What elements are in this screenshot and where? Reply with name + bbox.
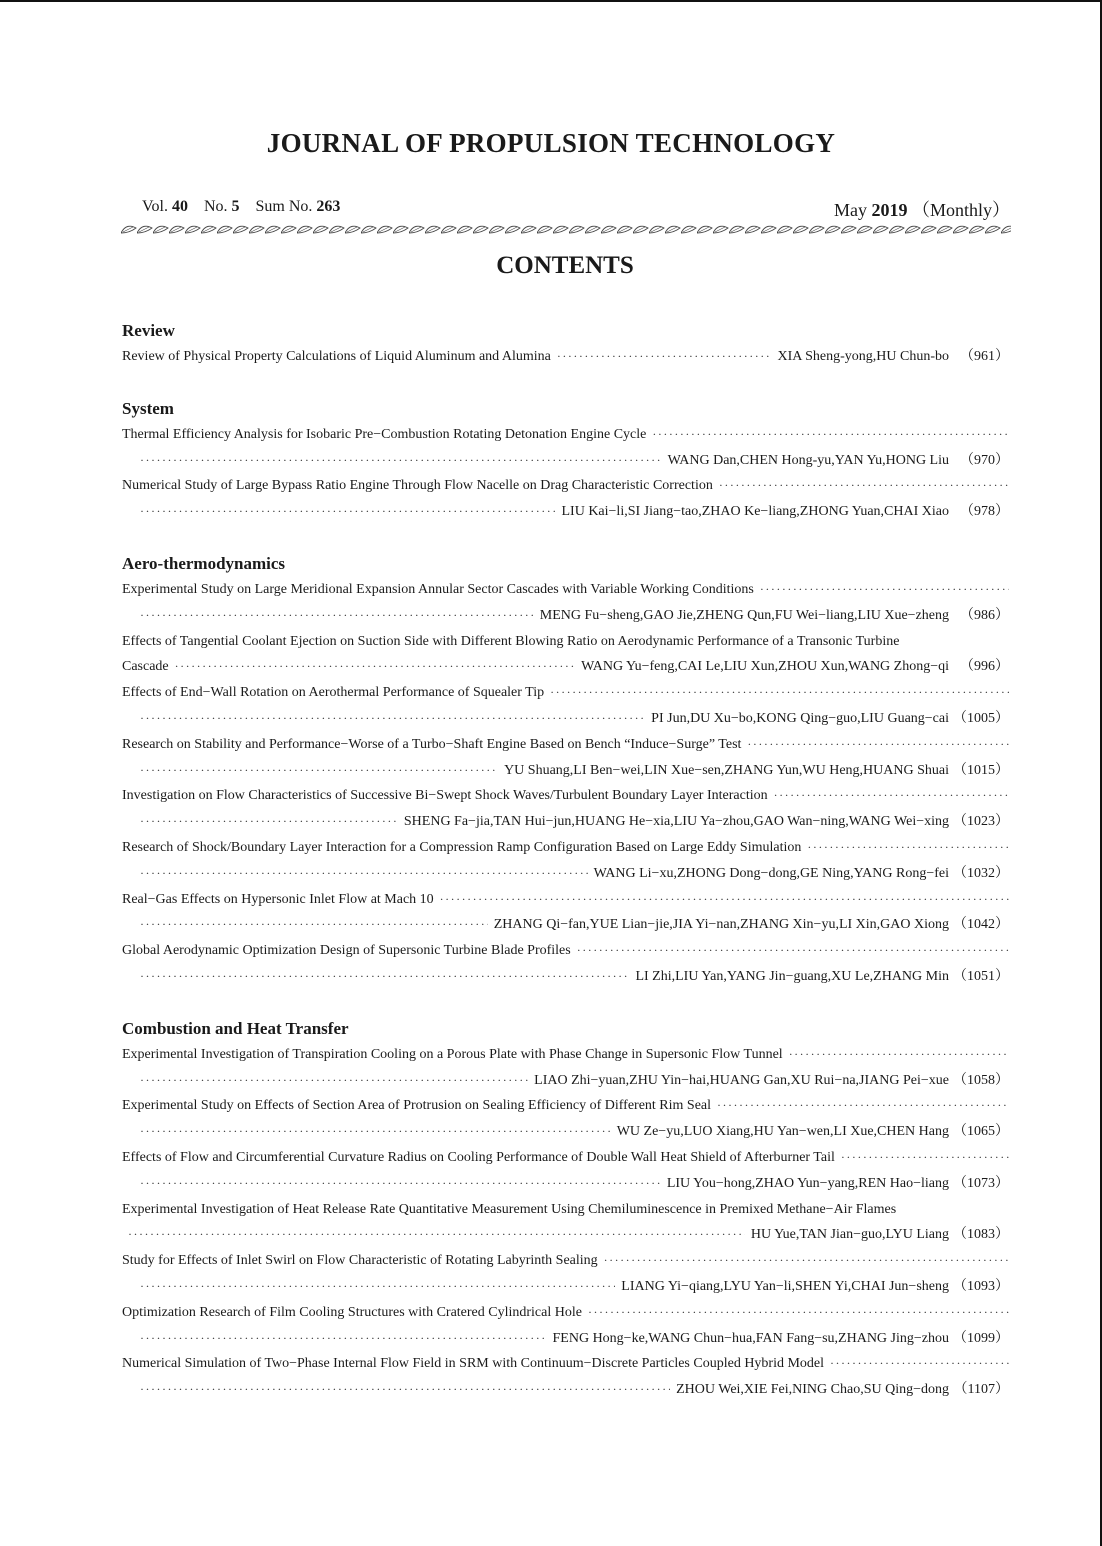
entry-title-continued: Cascade — [122, 659, 169, 675]
entry-authors: LI Zhi,LIU Yan,YANG Jin−guang,XU Le,ZHANG Min — [635, 968, 949, 984]
entry-title-line — [122, 577, 1009, 603]
toc-entry[interactable] — [122, 680, 1009, 732]
entry-title: Global Aerodynamic Optimization Design of Supersonic Turbine Blade Profiles — [122, 943, 571, 959]
toc-section — [122, 1016, 1009, 1403]
entry-title: Research of Shock/Boundary Layer Interaction for a Compression Ramp Configuration Based on Large Eddy Simulation — [122, 839, 802, 855]
entry-author-line — [122, 809, 1009, 835]
leader-dots — [140, 1326, 547, 1352]
entry-title-line — [122, 473, 1009, 499]
entry-page: （1058） — [953, 1072, 1009, 1088]
leader-dots — [841, 1145, 1009, 1171]
entry-author-line — [122, 499, 1009, 525]
entry-title-line — [122, 1248, 1009, 1274]
entry-authors: MENG Fu−sheng,GAO Jie,ZHENG Qun,FU Wei−liang,LIU Xue−zheng — [539, 607, 949, 623]
leader-dots — [140, 861, 588, 887]
entry-authors: HU Yue,TAN Jian−guo,LYU Liang — [750, 1227, 949, 1243]
toc-entry[interactable] — [122, 1145, 1009, 1197]
toc-entry[interactable] — [122, 732, 1009, 784]
leader-dots — [140, 603, 534, 629]
entry-author-line — [122, 861, 1009, 887]
entry-page: （961） — [960, 349, 1009, 364]
leader-dots — [760, 577, 1009, 603]
leader-dots — [774, 783, 1009, 809]
entry-title-line — [122, 938, 1009, 964]
entry-author-line — [122, 1377, 1009, 1403]
entry-authors: ZHOU Wei,XIE Fei,NING Chao,SU Qing−dong — [676, 1382, 949, 1398]
toc-entry[interactable] — [122, 629, 1009, 681]
toc-entry[interactable] — [122, 577, 1009, 629]
leader-dots — [550, 680, 1009, 706]
entry-authors: WU Ze−yu,LUO Xiang,HU Yan−wen,LI Xue,CHEN Hang — [616, 1124, 949, 1140]
entry-title-line — [122, 680, 1009, 706]
entry-title: Thermal Efficiency Analysis for Isobaric Pre−Combustion Rotating Detonation Engine Cycle — [122, 426, 647, 442]
leader-dots — [140, 758, 498, 784]
leader-dots — [557, 344, 772, 370]
entry-page: （1015） — [953, 762, 1009, 778]
vol-number: 40 — [171, 198, 188, 215]
entry-author-line — [122, 603, 1009, 629]
entry-title: Experimental Study on Large Meridional Expansion Annular Sector Cascades with Variable Working Conditions — [122, 581, 754, 597]
entry-title: Optimization Research of Film Cooling Structures with Cratered Cylindrical Hole — [122, 1304, 582, 1320]
toc-section — [122, 396, 1009, 525]
leader-dots — [140, 912, 488, 938]
leader-dots — [140, 448, 662, 474]
entry-title-line — [122, 344, 1009, 370]
section-heading: Combustion and Heat Transfer — [122, 1018, 349, 1038]
no-label: No. — [203, 198, 228, 215]
toc-entry[interactable] — [122, 938, 1009, 990]
toc-entry[interactable] — [122, 1093, 1009, 1145]
entry-authors: LIAO Zhi−yuan,ZHU Yin−hai,HUANG Gan,XU Rui−na,JIANG Pei−xue — [534, 1072, 949, 1088]
entry-page: （1065） — [953, 1124, 1009, 1140]
entry-title-line — [122, 783, 1009, 809]
entry-page: （1023） — [953, 814, 1009, 830]
entry-page: （1099） — [953, 1330, 1009, 1346]
entry-title-line — [122, 1351, 1009, 1377]
entry-authors: SHENG Fa−jia,TAN Hui−jun,HUANG He−xia,LIU Ya−zhou,GAO Wan−ning,WANG Wei−xing — [403, 814, 949, 830]
toc-section — [122, 318, 1009, 370]
issue-year: 2019 — [871, 200, 908, 220]
entry-title-line — [122, 1042, 1009, 1068]
entry-page: （1073） — [953, 1175, 1009, 1191]
entry-title: Effects of Flow and Circumferential Curvature Radius on Cooling Performance of Double Wall Heat Shield of Afterburner Tail — [122, 1149, 835, 1165]
entry-authors: FENG Hong−ke,WANG Chun−hua,FAN Fang−su,ZHANG Jing−zhou — [552, 1330, 949, 1346]
entry-title: Review of Physical Property Calculations of Liquid Aluminum and Alumina — [122, 349, 551, 364]
toc-entry[interactable] — [122, 422, 1009, 474]
leader-dots — [128, 1222, 745, 1248]
sum-number: 263 — [316, 198, 341, 215]
toc-section — [122, 551, 1009, 990]
entry-title: Effects of Tangential Coolant Ejection on Suction Side with Different Blowing Ratio on Aerodynamic Performance of a Transonic Turbine — [122, 633, 900, 649]
entry-author-line — [122, 1171, 1009, 1197]
entry-author-line — [122, 758, 1009, 784]
entry-author-line — [122, 1222, 1009, 1248]
entry-authors: YU Shuang,LI Ben−wei,LIN Xue−sen,ZHANG Yun,WU Heng,HUANG Shuai — [504, 762, 949, 778]
entry-title-line — [122, 1197, 1009, 1223]
entry-authors: LIU Kai−li,SI Jiang−tao,ZHAO Ke−liang,ZHONG Yuan,CHAI Xiao — [561, 504, 949, 520]
leader-dots — [588, 1300, 1009, 1326]
entry-title-line — [122, 1145, 1009, 1171]
leader-dots — [719, 473, 1009, 499]
entry-authors: WANG Li−xu,ZHONG Dong−dong,GE Ning,YANG Rong−fei — [593, 865, 949, 881]
issue-month: May — [833, 200, 867, 220]
leader-dots — [807, 835, 1009, 861]
issue-number: 5 — [231, 198, 240, 215]
toc-entry[interactable] — [122, 1197, 1009, 1249]
leader-dots — [140, 809, 398, 835]
section-heading: Review — [122, 321, 175, 340]
entry-author-line — [122, 1119, 1009, 1145]
entry-author-line — [122, 964, 1009, 990]
entry-title: Numerical Study of Large Bypass Ratio Engine Through Flow Nacelle on Drag Characteristic Correction — [122, 478, 713, 494]
entry-title-line — [122, 732, 1009, 758]
entry-title-line — [122, 1093, 1009, 1119]
toc-entry[interactable] — [122, 1351, 1009, 1403]
leader-dots — [140, 1377, 670, 1403]
leader-dots — [140, 499, 556, 525]
entry-authors: XIA Sheng-yong,HU Chun-bo — [777, 349, 949, 364]
entry-page: （1083） — [953, 1227, 1009, 1243]
toc-entry[interactable] — [122, 887, 1009, 939]
entry-author-line — [122, 1274, 1009, 1300]
entry-title: Experimental Study on Effects of Section Area of Protrusion on Sealing Efficiency of Different Rim Seal — [122, 1098, 712, 1114]
entry-title-line — [122, 629, 1009, 655]
toc-entry[interactable] — [122, 473, 1009, 525]
entry-authors: ZHANG Qi−fan,YUE Lian−jie,JIA Yi−nan,ZHANG Xin−yu,LI Xin,GAO Xiong — [493, 917, 949, 933]
section-heading: Aero-thermodynamics — [122, 553, 286, 573]
entry-title-line — [122, 422, 1009, 448]
leader-dots — [140, 1068, 528, 1094]
entry-title-line — [122, 887, 1009, 913]
entry-title: Experimental Investigation of Transpiration Cooling on a Porous Plate with Phase Change in Supersonic Flow Tunnel — [122, 1046, 783, 1062]
leader-dots — [140, 1119, 611, 1145]
entry-page: （1032） — [953, 865, 1009, 881]
toc-entry[interactable] — [122, 1042, 1009, 1094]
entry-page: （970） — [960, 452, 1009, 468]
entry-title: Study for Effects of Inlet Swirl on Flow Characteristic of Rotating Labyrinth Sealing — [122, 1253, 598, 1269]
entry-title-line — [122, 1300, 1009, 1326]
leader-dots — [789, 1042, 1009, 1068]
leader-dots — [604, 1248, 1009, 1274]
masthead-date — [834, 196, 1010, 222]
entry-author-line — [122, 1068, 1009, 1094]
section-heading: System — [122, 398, 174, 418]
entry-title: Experimental Investigation of Heat Release Rate Quantitative Measurement Using Chemiluminescence in Premixed Methane−Air Flames — [122, 1201, 897, 1217]
table-of-contents — [122, 318, 1009, 1429]
toc-entry[interactable] — [122, 783, 1009, 835]
leader-dots — [652, 422, 1009, 448]
entry-author-line — [122, 912, 1009, 938]
entry-title: Investigation on Flow Characteristics of Successive Bi−Swept Shock Waves/Turbulent Boundary Layer Interaction — [122, 788, 768, 804]
leader-dots — [140, 706, 645, 732]
entry-page: （1051） — [953, 968, 1009, 984]
leader-dots — [140, 1171, 661, 1197]
toc-entry[interactable] — [122, 1300, 1009, 1352]
toc-entry[interactable] — [122, 835, 1009, 887]
contents-title: CONTENTS — [496, 252, 634, 279]
masthead-issue-info — [142, 198, 340, 216]
leader-dots — [577, 938, 1009, 964]
entry-page: （978） — [960, 504, 1009, 520]
leader-dots — [747, 732, 1009, 758]
sum-label: Sum No. — [255, 198, 313, 215]
toc-entry[interactable] — [122, 1248, 1009, 1300]
vol-label: Vol. — [142, 198, 168, 215]
entry-authors: WANG Yu−feng,CAI Le,LIU Xun,ZHOU Xun,WANG Zhong−qi — [581, 659, 949, 675]
entry-page: （1107） — [953, 1382, 1009, 1398]
entry-page: （996） — [960, 659, 1009, 675]
entry-page: （1042） — [953, 917, 1009, 933]
leader-dots — [175, 654, 575, 680]
ornamental-divider — [121, 222, 1011, 236]
entry-page: （986） — [960, 607, 1009, 623]
leader-dots — [717, 1093, 1009, 1119]
journal-title: JOURNAL OF PROPULSION TECHNOLOGY — [266, 128, 836, 158]
entry-author-line — [122, 706, 1009, 732]
entry-page: （1093） — [953, 1278, 1009, 1294]
issue-frequency: （Monthly） — [911, 200, 1010, 220]
entry-author-line — [122, 654, 1009, 680]
entry-title: Research on Stability and Performance−Worse of a Turbo−Shaft Engine Based on Bench “Induce−Surge” Test — [122, 736, 742, 752]
entry-title-line — [122, 835, 1009, 861]
entry-title: Numerical Simulation of Two−Phase Internal Flow Field in SRM with Continuum−Discrete Particles Coupled Hybrid Model — [122, 1356, 825, 1372]
toc-entry[interactable] — [122, 344, 1009, 370]
entry-authors: LIANG Yi−qiang,LYU Yan−li,SHEN Yi,CHAI Jun−sheng — [621, 1278, 949, 1294]
leader-dots — [140, 1274, 615, 1300]
leader-dots — [440, 887, 1009, 913]
entry-authors: PI Jun,DU Xu−bo,KONG Qing−guo,LIU Guang−cai — [651, 710, 949, 726]
leader-dots — [830, 1351, 1009, 1377]
entry-authors: WANG Dan,CHEN Hong-yu,YAN Yu,HONG Liu — [667, 452, 949, 468]
entry-author-line — [122, 448, 1009, 474]
entry-title: Real−Gas Effects on Hypersonic Inlet Flow at Mach 10 — [122, 891, 434, 907]
entry-author-line — [122, 1326, 1009, 1352]
entry-page: （1005） — [953, 710, 1009, 726]
leader-dots — [140, 964, 629, 990]
entry-authors: LIU You−hong,ZHAO Yun−yang,REN Hao−liang — [666, 1175, 949, 1191]
entry-title: Effects of End−Wall Rotation on Aerothermal Performance of Squealer Tip — [122, 685, 545, 701]
